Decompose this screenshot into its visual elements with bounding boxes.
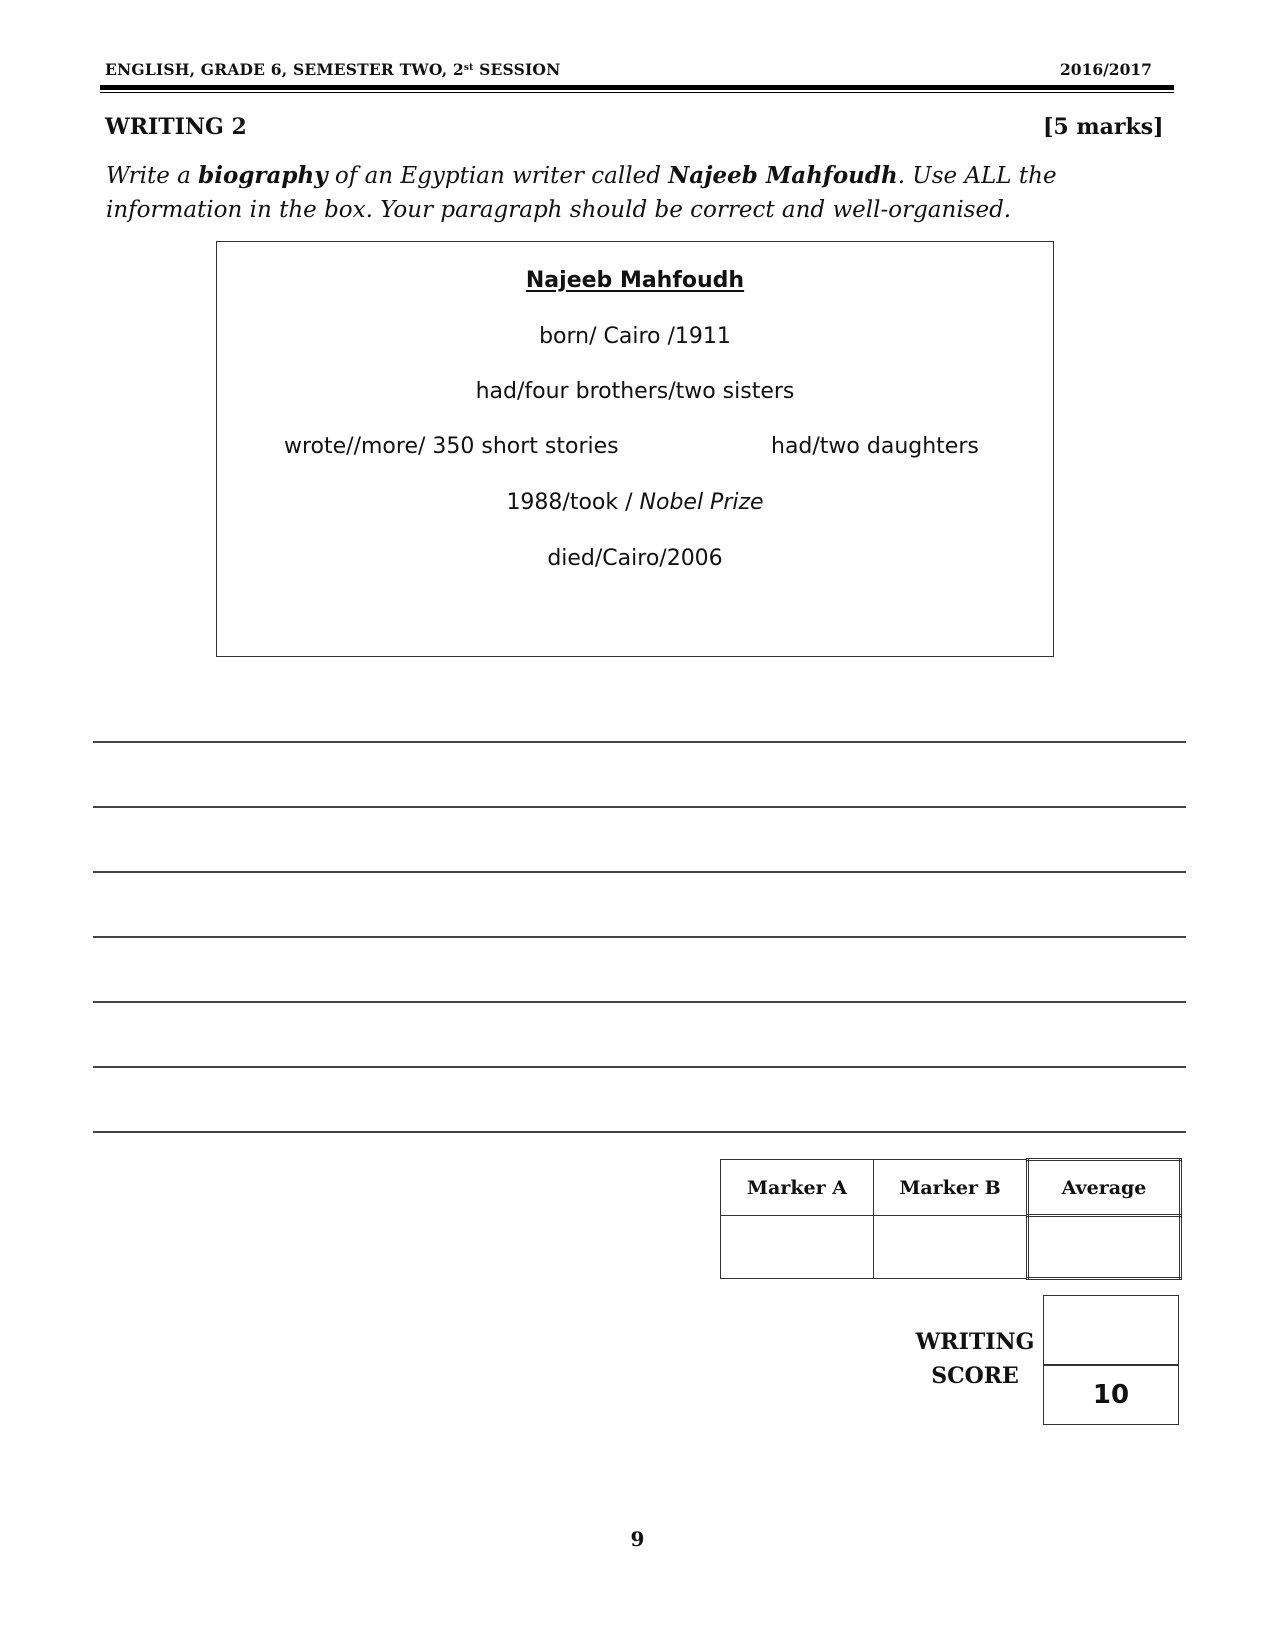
writing-score-total: 10	[1092, 1380, 1130, 1410]
section-title: WRITING 2	[105, 114, 247, 140]
writing-line[interactable]	[93, 1066, 1186, 1068]
header-year: 2016/2017	[1060, 60, 1152, 79]
header-title-sup: st	[463, 63, 474, 73]
instructions	[106, 159, 1106, 227]
writing-line[interactable]	[93, 1131, 1186, 1133]
writing-line[interactable]	[93, 1001, 1186, 1003]
marker-a-cell[interactable]	[721, 1216, 874, 1279]
section-marks: [5 marks]	[1043, 114, 1164, 140]
instructions-part2: of an Egyptian writer called	[327, 163, 669, 189]
info-prize	[217, 490, 1053, 515]
writing-score-label-line2: SCORE	[931, 1363, 1019, 1389]
writing-line[interactable]	[93, 871, 1186, 873]
header-title-tail: SESSION	[473, 60, 561, 79]
writing-line[interactable]	[93, 936, 1186, 938]
info-siblings: had/four brothers/two sisters	[475, 379, 795, 404]
writing-score-box	[1043, 1295, 1179, 1425]
score-divider	[1044, 1364, 1178, 1366]
info-died: died/Cairo/2006	[547, 546, 723, 571]
header-rule-thick	[100, 85, 1174, 90]
instructions-part3: . Use ALL the information in the box. Your paragraph should be correct and well-organised.	[106, 163, 1057, 223]
info-daughters: had/two daughters	[771, 434, 979, 459]
info-stories: wrote//more/ 350 short stories	[284, 434, 619, 459]
writing-score-entry[interactable]	[1044, 1296, 1178, 1364]
info-prize-name: Nobel Prize	[639, 490, 764, 515]
average-header: Average	[1028, 1160, 1181, 1216]
header-rule-thin	[100, 92, 1174, 93]
instructions-part1: Write a	[106, 163, 199, 189]
header-title-main: ENGLISH, GRADE 6, SEMESTER TWO, 2	[105, 60, 464, 79]
info-born: born/ Cairo /1911	[539, 324, 731, 349]
instructions-bold-name: Najeeb Mahfoudh	[668, 162, 898, 189]
page-number: 9	[630, 1527, 645, 1551]
writing-line[interactable]	[93, 741, 1186, 743]
info-box-title: Najeeb Mahfoudh	[525, 268, 745, 293]
writing-score-label	[905, 1325, 1045, 1393]
info-box	[216, 241, 1054, 657]
marker-b-header: Marker B	[874, 1160, 1028, 1216]
marker-a-header: Marker A	[721, 1160, 874, 1216]
info-prize-year: 1988/took /	[506, 490, 640, 515]
instructions-bold-biography: biography	[198, 162, 328, 189]
marker-table	[720, 1158, 1182, 1280]
writing-line[interactable]	[93, 806, 1186, 808]
average-cell[interactable]	[1028, 1216, 1181, 1279]
writing-score-label-line1: WRITING	[915, 1329, 1035, 1355]
header-title	[105, 60, 561, 79]
marker-b-cell[interactable]	[874, 1216, 1028, 1279]
